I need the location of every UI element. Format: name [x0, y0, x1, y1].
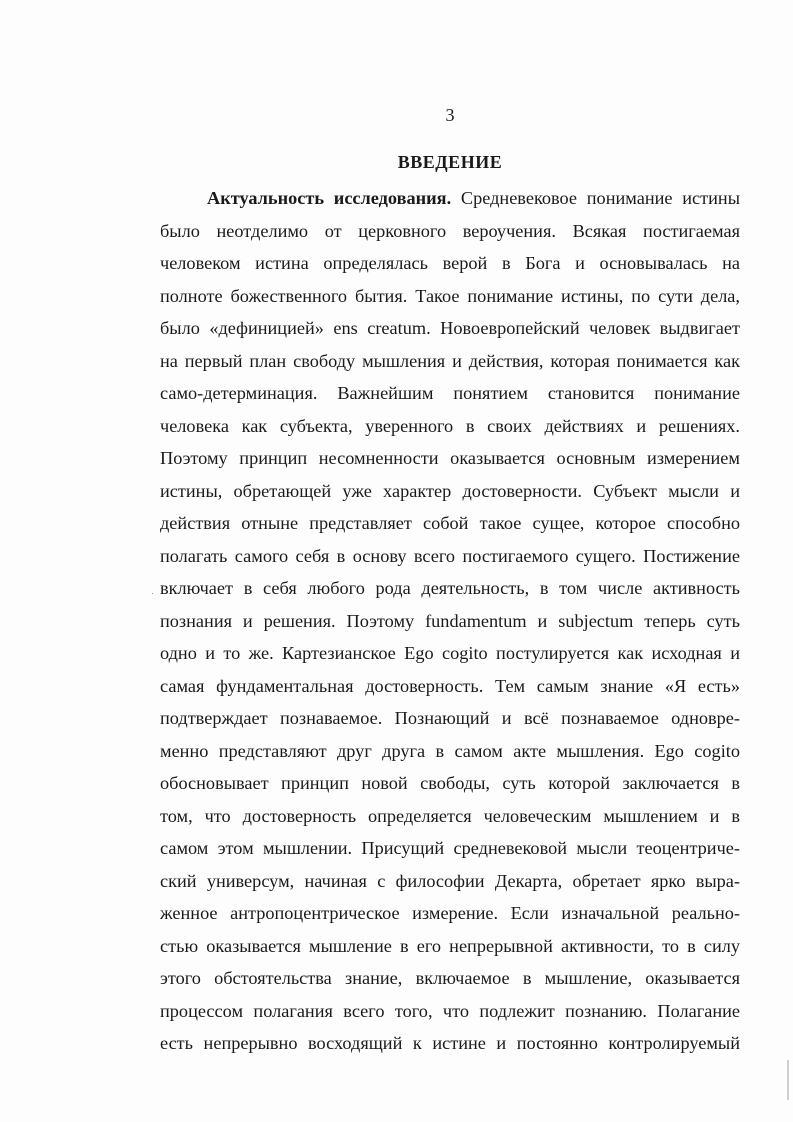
- paragraph-line: самая фундаментальная достоверность. Тем самым знание «Я есть»: [160, 675, 740, 696]
- paragraph-line: познания и решения. Поэтому fundamentum и subjectum теперь суть: [160, 610, 740, 631]
- paragraph-line: обосновывает принцип новой свободы, суть которой заключается в: [160, 773, 740, 793]
- paragraph-line: ский универсум, начиная с философии Декарта, обретает ярко выра-: [160, 870, 740, 891]
- paragraph-line: женное антропоцентрическое измерение. Если изначальной реально-: [160, 903, 740, 923]
- paragraph-line: этого обстоятельства знание, включаемое в мышление, оказывается: [160, 968, 740, 988]
- body-paragraph: [160, 182, 740, 1060]
- lead-phrase: Актуальность исследования.: [207, 188, 452, 208]
- paragraph-line: было «дефиницией» ens creatum. Новоевропейский человек выдвигает: [160, 318, 740, 338]
- paragraph-line: [160, 182, 740, 215]
- paragraph-line: менно представляют друг друга в самом акте мышления. Ego cogito: [160, 740, 740, 761]
- paragraph-line: том, что достоверность определяется человеческим мышлением и в: [160, 805, 740, 826]
- section-heading: ВВЕДЕНИЕ: [397, 152, 503, 172]
- paragraph-line: человеком истина определялась верой в Бога и основывалась на: [160, 253, 740, 273]
- page-number: 3: [445, 105, 455, 125]
- paragraph-line: подтверждает познаваемое. Познающий и всё познаваемое одновре-: [160, 708, 740, 728]
- paragraph-line: было неотделимо от церковного вероучения. Всякая постигаемая: [160, 220, 740, 241]
- paragraph-line: полноте божественного бытия. Такое понимание истины, по сути дела,: [160, 285, 740, 306]
- scan-edge-mark: [787, 1060, 789, 1100]
- paragraph-line: на первый план свободу мышления и действия, которая понимается как: [160, 350, 740, 371]
- paragraph-line: процессом полагания всего того, что подлежит познанию. Полагание: [160, 1000, 740, 1021]
- paragraph-line: Поэтому принцип несомненности оказывается основным измерением: [160, 448, 740, 468]
- paragraph-line: само-детерминация. Важнейшим понятием становится понимание: [160, 383, 740, 403]
- line-text: Средневековое понимание истины: [451, 188, 740, 208]
- paragraph-line: человека как субъекта, уверенного в своих действиях и решениях.: [160, 415, 740, 436]
- paragraph-line: одно и то же. Картезианское Ego cogito постулируется как исходная и: [160, 643, 740, 663]
- paragraph-line: стью оказывается мышление в его непрерывной активности, то в силу: [160, 935, 740, 956]
- paragraph-line: истины, обретающей уже характер достоверности. Субъект мысли и: [160, 480, 740, 501]
- paragraph-line: самом этом мышлении. Присущий средневековой мысли теоцентриче-: [160, 838, 740, 858]
- paragraph-line: действия отныне представляет собой такое сущее, которое способно: [160, 513, 740, 533]
- paragraph-line: полагать самого себя в основу всего постигаемого сущего. Постижение: [160, 545, 740, 566]
- paragraph-line: включает в себя любого рода деятельность, в том числе активность: [160, 578, 740, 598]
- paragraph-line: есть непрерывно восходящий к истине и постоянно контролируемый: [160, 1033, 740, 1053]
- scan-speck: [152, 593, 153, 594]
